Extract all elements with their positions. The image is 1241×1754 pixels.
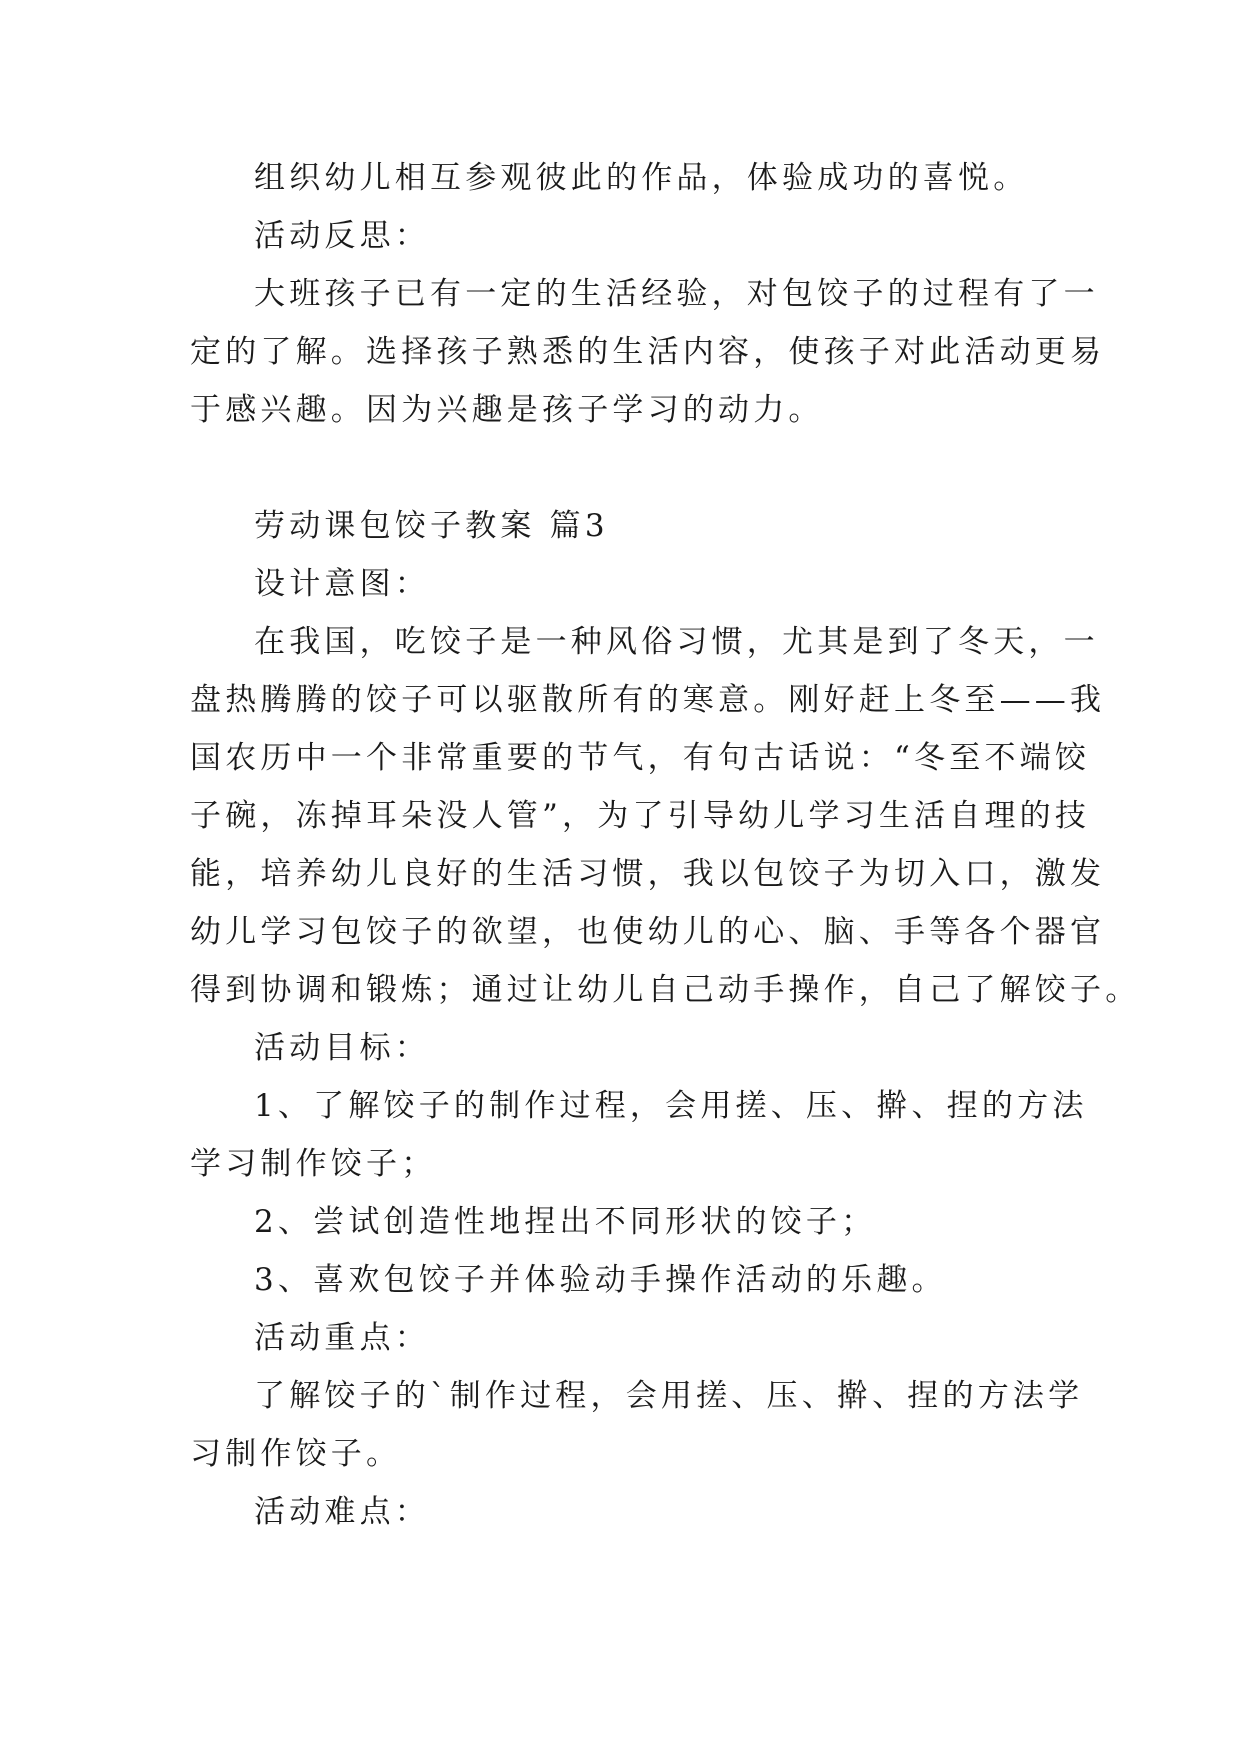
list-item: 1、了解饺子的制作过程，会用搓、压、擀、捏的方法 xyxy=(254,1088,1088,1124)
paragraph-line: 定的了解。选择孩子熟悉的生活内容，使孩子对此活动更易 xyxy=(190,334,1106,370)
section-heading: 活动难点： xyxy=(254,1494,430,1530)
list-item: 2、尝试创造性地捏出不同形状的饺子； xyxy=(254,1204,877,1240)
paragraph-line: 在我国，吃饺子是一种风俗习惯，尤其是到了冬天，一 xyxy=(254,624,1099,660)
paragraph-line: 习制作饺子。 xyxy=(190,1436,402,1472)
paragraph-line: 了解饺子的`制作过程，会用搓、压、擀、捏的方法学 xyxy=(254,1378,1084,1414)
paragraph-line: 盘热腾腾的饺子可以驱散所有的寒意。刚好赶上冬至——我 xyxy=(190,682,1106,718)
paragraph-line: 子碗，冻掉耳朵没人管”，为了引导幼儿学习生活自理的技 xyxy=(190,798,1091,834)
paragraph-line: 于感兴趣。因为兴趣是孩子学习的动力。 xyxy=(190,392,824,428)
paragraph-line: 能，培养幼儿良好的生活习惯，我以包饺子为切入口，激发 xyxy=(190,856,1106,892)
article-title: 劳动课包饺子教案 篇3 xyxy=(254,508,609,544)
paragraph-line: 幼儿学习包饺子的欲望，也使幼儿的心、脑、手等各个器官 xyxy=(190,914,1106,950)
section-heading: 活动重点： xyxy=(254,1320,430,1356)
list-item-continuation: 学习制作饺子； xyxy=(190,1146,437,1182)
section-heading: 设计意图： xyxy=(254,566,430,602)
section-heading: 活动反思： xyxy=(254,218,430,254)
paragraph-line: 得到协调和锻炼；通过让幼儿自己动手操作，自己了解饺子。 xyxy=(190,972,1141,1008)
section-heading: 活动目标： xyxy=(254,1030,430,1066)
paragraph-line: 国农历中一个非常重要的节气，有句古话说：“冬至不端饺 xyxy=(190,740,1091,776)
list-item: 3、喜欢包饺子并体验动手操作活动的乐趣。 xyxy=(254,1262,947,1298)
paragraph-line: 大班孩子已有一定的生活经验，对包饺子的过程有了一 xyxy=(254,276,1099,312)
paragraph-line: 组织幼儿相互参观彼此的作品，体验成功的喜悦。 xyxy=(254,160,1029,196)
